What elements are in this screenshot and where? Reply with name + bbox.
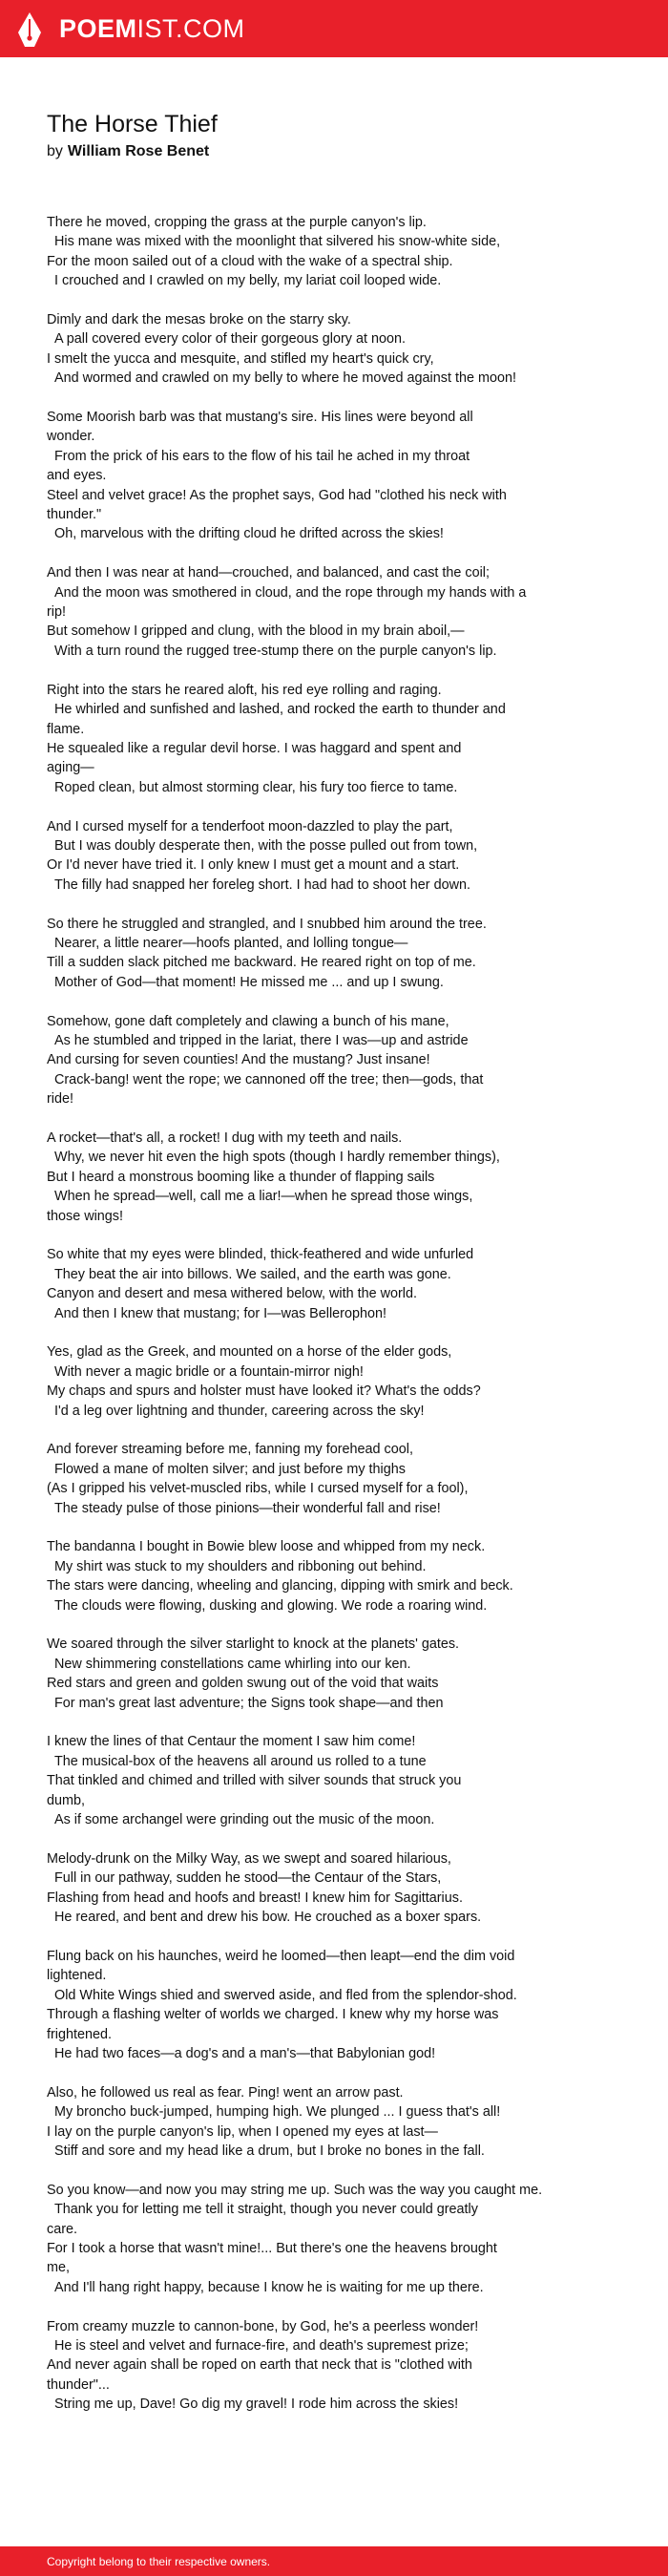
poem-line: Steel and velvet grace! As the prophet says, God had "clothed his neck with: [47, 487, 507, 503]
poem-line: We soared through the silver starlight to knock at the planets' gates.: [47, 1636, 460, 1653]
poem-line: So there he struggled and strangled, and I snubbed him around the tree.: [47, 916, 487, 932]
poem-line: Flung back on his haunches, weird he loomed—then leapt—end the dim void: [47, 1948, 515, 1964]
poem-line: Dimly and dark the mesas broke on the starry sky.: [47, 312, 351, 328]
poem-line: And never again shall be roped on earth that neck that is "clothed with: [47, 2357, 472, 2374]
poem-line: New shimmering constellations came whirling into our ken.: [54, 1656, 411, 1672]
poem-line: His mane was mixed with the moonlight that silvered his snow-white side,: [54, 234, 501, 250]
poem-line: He had two faces—a dog's and a man's—that Babylonian god!: [54, 2045, 436, 2061]
poem-stanza: [47, 1129, 581, 1226]
poem-line: He squealed like a regular devil horse. I was haggard and spent and: [47, 740, 462, 756]
poem-stanza: [47, 310, 581, 389]
poem-line: lightened.: [47, 1968, 107, 1984]
poem-line: I crouched and I crawled on my belly, my lariat coil looped wide.: [54, 273, 442, 289]
poem-line: So white that my eyes were blinded, thick-feathered and wide unfurled: [47, 1247, 474, 1263]
poem-line: Till a sudden slack pitched me backward. He reared right on top of me.: [47, 955, 476, 971]
poem-line: They beat the air into billows. We sailed, and the earth was gone.: [54, 1266, 451, 1282]
poem-line: thunder"...: [47, 2376, 110, 2393]
poem-line: frightened.: [47, 2026, 113, 2042]
poem-line: ride!: [47, 1091, 73, 1108]
poem-stanza: [47, 1635, 581, 1713]
poem-line: Or I'd never have tried it. I only knew I must get a mount and a start.: [47, 857, 460, 874]
poem-line: And forever streaming before me, fanning my forehead cool,: [47, 1442, 413, 1458]
poem-line: Melody-drunk on the Milky Way, as we swept and soared hilarious,: [47, 1850, 451, 1867]
poem-line: A rocket—that's all, a rocket! I dug with my teeth and nails.: [47, 1130, 403, 1146]
poem-line: The stars were dancing, wheeling and glancing, dipping with smirk and beck.: [47, 1578, 513, 1594]
poem-stanza: [47, 2181, 581, 2297]
poem-line: But I heard a monstrous booming like a thunder of flapping sails: [47, 1169, 435, 1185]
poem-line: Nearer, a little nearer—hoofs planted, and lolling tongue—: [54, 935, 408, 951]
poem-line: thunder.": [47, 507, 102, 523]
poem-line: Right into the stars he reared aloft, his red eye rolling and raging.: [47, 682, 442, 698]
poem-line: When he spread—well, call me a liar!—when he spread those wings,: [54, 1189, 473, 1205]
poem-line: flame.: [47, 721, 85, 737]
poem-line: My broncho buck-jumped, humping high. We plunged ... I guess that's all!: [54, 2104, 501, 2121]
poem-line: The clouds were flowing, dusking and glowing. We rode a roaring wind.: [54, 1597, 488, 1614]
poem-line: And cursing for seven counties! And the mustang? Just insane!: [47, 1052, 430, 1068]
poem-line: For man's great last adventure; the Signs took shape—and then: [54, 1695, 444, 1711]
poem-line: Through a flashing welter of worlds we charged. I knew why my horse was: [47, 2007, 499, 2023]
poem-line: With a turn round the rugged tree-stump there on the purple canyon's lip.: [54, 643, 497, 659]
poem-line: A pall covered every color of their gorgeous glory at noon.: [54, 331, 406, 348]
poem-stanza: [47, 915, 581, 993]
poem-stanza: [47, 1947, 581, 2063]
poem-line: Somehow, gone daft completely and clawing a bunch of his mane,: [47, 1013, 449, 1029]
poem-line: me,: [47, 2260, 70, 2276]
poem-line: As if some archangel were grinding out the music of the moon.: [54, 1812, 435, 1828]
poem-line: The musical-box of the heavens all around us rolled to a tune: [54, 1753, 427, 1769]
poem-line: Yes, glad as the Greek, and mounted on a horse of the elder gods,: [47, 1344, 452, 1361]
poem-line: And the moon was smothered in cloud, and the rope through my hands with a: [54, 584, 527, 601]
poem-line: care.: [47, 2221, 77, 2237]
poem-stanza: [47, 1537, 581, 1615]
poem-line: My chaps and spurs and holster must have looked it? What's the odds?: [47, 1383, 481, 1400]
poem-line: He whirled and sunfished and lashed, and rocked the earth to thunder and: [54, 702, 506, 718]
poem-line: But I was doubly desperate then, with the posse pulled out from town,: [54, 837, 478, 854]
poem-line: From creamy muzzle to cannon-bone, by God, he's a peerless wonder!: [47, 2318, 479, 2334]
poem-line: The bandanna I bought in Bowie blew loose and whipped from my neck.: [47, 1539, 486, 1555]
poem-line: For the moon sailed out of a cloud with the wake of a spectral ship.: [47, 253, 453, 269]
poem-line: And then I knew that mustang; for I—was Bellerophon!: [54, 1305, 386, 1321]
poem-line: And wormed and crawled on my belly to where he moved against the moon!: [54, 370, 516, 387]
poem-line: and eyes.: [47, 468, 107, 484]
logo-strong-text: POEM: [59, 14, 137, 43]
poem-stanza: [47, 1732, 581, 1829]
logo-light-text: IST.COM: [136, 14, 245, 43]
poem-line: Some Moorish barb was that mustang's sire. His lines were beyond all: [47, 410, 473, 426]
poem-stanza: [47, 408, 581, 544]
poem-stanza: [47, 2083, 581, 2162]
poem-line: That tinkled and chimed and trilled with silver sounds that struck you: [47, 1773, 462, 1789]
poem-line: I knew the lines of that Centaur the moment I saw him come!: [47, 1734, 416, 1750]
byline: [47, 141, 581, 162]
copyright-text: Copyright belong to their respective owners.: [47, 2555, 271, 2568]
pen-nib-icon[interactable]: [16, 11, 43, 48]
site-header: [0, 0, 668, 57]
poem-line: He reared, and bent and drew his bow. He crouched as a boxer spars.: [54, 1910, 482, 1926]
poem-line: Mother of God—that moment! He missed me ... and up I swung.: [54, 974, 444, 990]
poem-line: Roped clean, but almost storming clear, his fury too fierce to tame.: [54, 779, 458, 795]
poem-stanza: [47, 1342, 581, 1421]
poem-line: For I took a horse that wasn't mine!... But there's one the heavens brought: [47, 2240, 497, 2256]
poem-line: Canyon and desert and mesa withered below, with the world.: [47, 1286, 417, 1302]
poem-stanza: [47, 563, 581, 661]
poem-line: I'd a leg over lightning and thunder, careering across the sky!: [54, 1403, 425, 1419]
poem-line: I smelt the yucca and mesquite, and stifled my heart's quick cry,: [47, 350, 434, 367]
poem-line: The filly had snapped her foreleg short. I had had to shoot her down.: [54, 876, 470, 893]
poem-line: Thank you for letting me tell it straight, though you never could greatly: [54, 2202, 478, 2218]
poem-line: Full in our pathway, sudden he stood—the Centaur of the Stars,: [54, 1870, 442, 1887]
poem-line: He is steel and velvet and furnace-fire, and death's supremest prize;: [54, 2337, 469, 2354]
poem-line: I lay on the purple canyon's lip, when I opened my eyes at last—: [47, 2123, 438, 2140]
poem-stanza: [47, 681, 581, 797]
poem-line: Red stars and green and golden swung out of the void that waits: [47, 1676, 439, 1692]
poem-line: Oh, marvelous with the drifting cloud he drifted across the skies!: [54, 526, 444, 542]
site-logo[interactable]: [59, 13, 245, 44]
poem-stanza: [47, 1012, 581, 1109]
poem-line: And then I was near at hand—crouched, and balanced, and cast the coil;: [47, 565, 491, 581]
poem-body: [47, 213, 581, 2415]
poem-stanza: [47, 1245, 581, 1323]
poem-line: And I cursed myself for a tenderfoot moon-dazzled to play the part,: [47, 818, 453, 834]
poem-line: Stiff and sore and my head like a drum, but I broke no bones in the fall.: [54, 2143, 485, 2159]
poem-line: There he moved, cropping the grass at the purple canyon's lip.: [47, 215, 427, 230]
poem-line: Flashing from head and hoofs and breast! I knew him for Sagittarius.: [47, 1890, 463, 1906]
poem-line: Also, he followed us real as fear. Ping! went an arrow past.: [47, 2084, 404, 2101]
poem-line: Old White Wings shied and swerved aside, and fled from the splendor-shod.: [54, 1987, 517, 2003]
by-label: by: [47, 143, 63, 159]
poem-line: String me up, Dave! Go dig my gravel! I rode him across the skies!: [54, 2397, 459, 2413]
poem-line: rip!: [47, 604, 66, 621]
poem-line: dumb,: [47, 1792, 85, 1808]
poem-title: The Horse Thief: [47, 111, 218, 137]
poem-line: Flowed a mane of molten silver; and just before my thighs: [54, 1461, 406, 1477]
poem-line: As he stumbled and tripped in the lariat, there I was—up and astride: [54, 1032, 469, 1048]
poem-line: From the prick of his ears to the flow of his tail he ached in my throat: [54, 448, 470, 464]
poem-line: wonder.: [47, 429, 95, 445]
poem-line: My shirt was stuck to my shoulders and ribboning out behind.: [54, 1558, 427, 1574]
poem-stanza: [47, 2317, 581, 2415]
site-footer: [0, 2546, 668, 2576]
poem-line: And I'll hang right happy, because I know he is waiting for me up there.: [54, 2279, 484, 2295]
poem-line: (As I gripped his velvet-muscled ribs, while I cursed myself for a fool),: [47, 1481, 469, 1497]
poem-content: [47, 109, 581, 2434]
poem-stanza: [47, 1440, 581, 1518]
poem-line: But somehow I gripped and clung, with the blood in my brain aboil,—: [47, 623, 465, 640]
poem-line: those wings!: [47, 1208, 123, 1224]
poem-stanza: [47, 817, 581, 896]
poem-line: So you know—and now you may string me up. Such was the way you caught me.: [47, 2182, 543, 2198]
poem-line: Why, we never hit even the high spots (though I hardly remember things),: [54, 1150, 500, 1166]
poem-line: The steady pulse of those pinions—their wonderful fall and rise!: [54, 1500, 441, 1516]
poem-line: With never a magic bridle or a fountain-mirror nigh!: [54, 1363, 364, 1380]
poem-line: aging—: [47, 760, 94, 776]
poem-stanza: [47, 213, 581, 291]
poem-line: Crack-bang! went the rope; we cannoned off the tree; then—gods, that: [54, 1071, 484, 1087]
author-link[interactable]: William Rose Benet: [67, 143, 210, 159]
poem-stanza: [47, 1849, 581, 1928]
